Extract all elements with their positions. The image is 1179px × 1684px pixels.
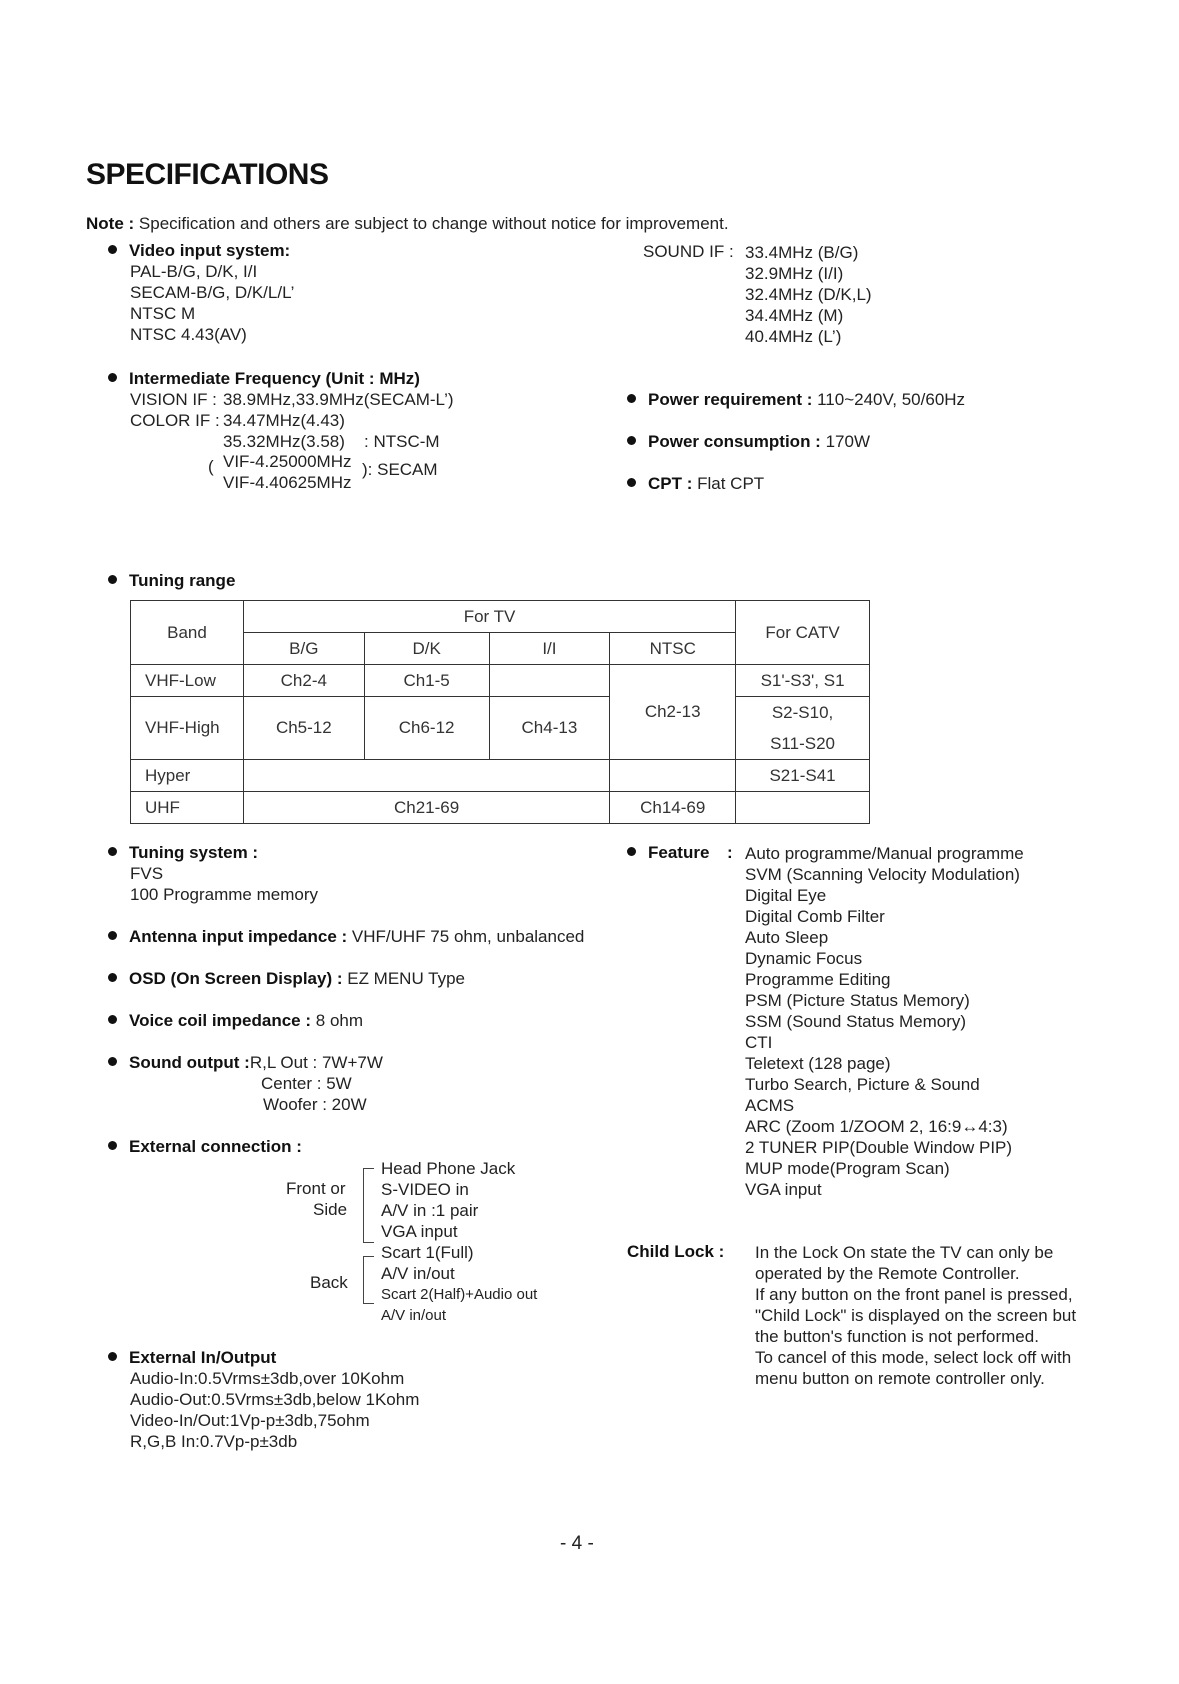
- external-io-label: External In/Output: [129, 1348, 277, 1367]
- feature-item: CTI: [745, 1033, 773, 1052]
- bullet-icon: [108, 1141, 117, 1150]
- osd-label: OSD (On Screen Display) :: [129, 969, 343, 988]
- bullet-icon: [108, 575, 117, 584]
- front-item: VGA input: [381, 1222, 458, 1241]
- back-bracket: [363, 1256, 374, 1304]
- power-consumption-value: 170W: [825, 432, 870, 451]
- sound-if-label: SOUND IF :: [643, 242, 734, 261]
- cpt: [627, 474, 764, 494]
- tuning-range-table: [130, 600, 870, 824]
- front-item: A/V in :1 pair: [381, 1201, 479, 1220]
- feature-item: Auto programme/Manual programme: [745, 844, 1024, 863]
- header-band: Band: [131, 601, 244, 665]
- feature-item: PSM (Picture Status Memory): [745, 991, 970, 1010]
- child-lock-line: If any button on the front panel is pressed,: [755, 1285, 1073, 1304]
- ntsc-if-value: 35.32MHz(3.58): [223, 432, 345, 451]
- tuning-system-line: 100 Programme memory: [130, 885, 319, 904]
- feature-colon: :: [727, 843, 733, 862]
- table-cell: Ch21-69: [243, 792, 609, 824]
- feature-item: Programme Editing: [745, 970, 891, 989]
- power-consumption-label: Power consumption :: [648, 432, 821, 451]
- bullet-icon: [108, 373, 117, 382]
- power-requirement-value: 110~240V, 50/60Hz: [817, 390, 966, 409]
- sound-output: [108, 1053, 383, 1073]
- cpt-value: Flat CPT: [697, 474, 765, 493]
- secam-vif-1: VIF-4.25000MHz: [223, 452, 352, 471]
- feature-item: VGA input: [745, 1180, 822, 1199]
- feature-item: Auto Sleep: [745, 928, 829, 947]
- note-label: Note :: [86, 214, 135, 233]
- secam-vif-2: VIF-4.40625MHz: [223, 473, 352, 492]
- child-lock-line: the button's function is not performed.: [755, 1327, 1039, 1346]
- sound-output-value: R,L Out : 7W+7W: [249, 1053, 383, 1072]
- back-item: A/V in/out: [381, 1307, 447, 1324]
- video-input-line: SECAM-B/G, D/K/L/L’: [130, 283, 295, 302]
- back-item: Scart 2(Half)+Audio out: [381, 1286, 538, 1303]
- bullet-icon: [627, 394, 636, 403]
- feature-item: ACMS: [745, 1096, 795, 1115]
- video-input-label: Video input system:: [129, 241, 291, 260]
- feature-item: Turbo Search, Picture & Sound: [745, 1075, 980, 1094]
- intermediate-freq-heading: [108, 369, 420, 389]
- bullet-icon: [108, 1015, 117, 1024]
- external-connection-heading: [108, 1137, 302, 1157]
- sound-output-center: Center : 5W: [261, 1074, 352, 1093]
- osd-value: EZ MENU Type: [347, 969, 466, 988]
- table-cell-empty: [610, 760, 736, 792]
- feature-item: Digital Comb Filter: [745, 907, 885, 926]
- table-cell: Ch2-13: [610, 665, 736, 760]
- feature-label: Feature: [648, 843, 710, 862]
- back-items: [381, 1242, 537, 1326]
- voice-coil-value: 8 ohm: [315, 1011, 364, 1030]
- child-lock-line: To cancel of this mode, select lock off with: [755, 1348, 1072, 1367]
- antenna-value: VHF/UHF 75 ohm, unbalanced: [351, 927, 585, 946]
- external-io-line: Audio-In:0.5Vrms±3db,over 10Kohm: [130, 1369, 405, 1388]
- tuning-range-heading: [108, 571, 235, 591]
- color-if-label: COLOR IF :: [130, 411, 220, 430]
- table-cell: S11-S20: [736, 728, 870, 760]
- feature-item: Digital Eye: [745, 886, 827, 905]
- front-side-label-1: Front or: [286, 1179, 346, 1198]
- video-input-line: NTSC 4.43(AV): [130, 325, 247, 344]
- external-connection-label: External connection :: [129, 1137, 302, 1156]
- band-uhf: UHF: [131, 792, 244, 824]
- vision-if-label: VISION IF :: [130, 390, 217, 409]
- external-io-line: Audio-Out:0.5Vrms±3db,below 1Kohm: [130, 1390, 420, 1409]
- header-ntsc: NTSC: [610, 633, 736, 665]
- table-cell: S2-S10,: [736, 697, 870, 729]
- sound-if-value: 33.4MHz (B/G): [745, 243, 859, 262]
- bullet-icon: [627, 847, 636, 856]
- ntsc-if-label: : NTSC-M: [364, 432, 440, 451]
- table-cell-empty: [243, 760, 609, 792]
- sound-if-value: 40.4MHz (L’): [745, 327, 842, 346]
- feature-item: ARC (Zoom 1/ZOOM 2, 16:9↔4:3): [745, 1117, 1008, 1136]
- front-items: [381, 1158, 515, 1242]
- antenna-impedance: [108, 927, 584, 947]
- bullet-icon: [627, 478, 636, 487]
- external-io-line: Video-In/Out:1Vp-p±3db,75ohm: [130, 1411, 370, 1430]
- sound-if-value: 32.9MHz (I/I): [745, 264, 844, 283]
- header-ii: I/I: [489, 633, 610, 665]
- band-vhf-low: VHF-Low: [131, 665, 244, 697]
- cpt-label: CPT :: [648, 474, 693, 493]
- external-io-line: R,G,B In:0.7Vp-p±3db: [130, 1432, 298, 1451]
- table-cell-empty: [736, 792, 870, 824]
- feature-item: 2 TUNER PIP(Double Window PIP): [745, 1138, 1013, 1157]
- table-cell: Ch5-12: [243, 697, 364, 760]
- back-item: A/V in/out: [381, 1264, 455, 1283]
- band-vhf-high: VHF-High: [131, 697, 244, 760]
- child-lock-line: "Child Lock" is displayed on the screen but: [755, 1306, 1077, 1325]
- osd: [108, 969, 465, 989]
- child-lock-line: In the Lock On state the TV can only be: [755, 1243, 1054, 1262]
- tuning-range-label: Tuning range: [129, 571, 236, 590]
- page-title: SPECIFICATIONS: [86, 158, 329, 191]
- back-item: Scart 1(Full): [381, 1243, 474, 1262]
- secam-paren: (: [208, 457, 214, 476]
- bullet-icon: [108, 931, 117, 940]
- sound-output-label: Sound output :: [129, 1053, 250, 1072]
- feature-item: Teletext (128 page): [745, 1054, 891, 1073]
- note: [86, 214, 729, 234]
- sound-output-woofer: Woofer : 20W: [263, 1095, 367, 1114]
- bullet-icon: [108, 245, 117, 254]
- sound-if-value: 32.4MHz (D/K,L): [745, 285, 872, 304]
- external-io-section: [108, 1348, 419, 1452]
- header-for-catv: For CATV: [736, 601, 870, 665]
- child-lock-line: menu button on remote controller only.: [755, 1369, 1045, 1388]
- antenna-label: Antenna input impedance :: [129, 927, 348, 946]
- video-input-line: PAL-B/G, D/K, I/I: [130, 262, 258, 281]
- video-input-line: NTSC M: [130, 304, 196, 323]
- feature-item: MUP mode(Program Scan): [745, 1159, 950, 1178]
- table-cell: Ch2-4: [243, 665, 364, 697]
- bullet-icon: [627, 436, 636, 445]
- back-label: Back: [310, 1273, 348, 1292]
- table-cell: Ch6-12: [364, 697, 489, 760]
- table-cell: Ch1-5: [364, 665, 489, 697]
- bullet-icon: [108, 1352, 117, 1361]
- sound-if-values: [745, 242, 872, 347]
- table-cell-empty: [489, 665, 610, 697]
- child-lock-text: [755, 1242, 1076, 1389]
- feature-item: Dynamic Focus: [745, 949, 863, 968]
- bullet-icon: [108, 1057, 117, 1066]
- sound-if-value: 34.4MHz (M): [745, 306, 844, 325]
- band-hyper: Hyper: [131, 760, 244, 792]
- child-lock-line: operated by the Remote Controller.: [755, 1264, 1020, 1283]
- feature-item: SVM (Scanning Velocity Modulation): [745, 865, 1020, 884]
- front-item: Head Phone Jack: [381, 1159, 516, 1178]
- page-number: - 4 -: [560, 1533, 594, 1554]
- table-cell: S21-S41: [736, 760, 870, 792]
- header-bg: B/G: [243, 633, 364, 665]
- secam-label: ): SECAM: [362, 460, 438, 479]
- voice-coil: [108, 1011, 363, 1031]
- table-cell: Ch14-69: [610, 792, 736, 824]
- header-for-tv: For TV: [243, 601, 735, 633]
- feature-heading: [627, 843, 709, 863]
- table-cell: Ch4-13: [489, 697, 610, 760]
- bullet-icon: [108, 973, 117, 982]
- tuning-system-line: FVS: [130, 864, 164, 883]
- voice-coil-label: Voice coil impedance :: [129, 1011, 312, 1030]
- power-requirement-label: Power requirement :: [648, 390, 813, 409]
- table-cell: S1'-S3', S1: [736, 665, 870, 697]
- child-lock-label: Child Lock :: [627, 1242, 725, 1261]
- tuning-system-label: Tuning system :: [129, 843, 259, 862]
- front-item: S-VIDEO in: [381, 1180, 469, 1199]
- intermediate-freq-label: Intermediate Frequency (Unit : MHz): [129, 369, 420, 388]
- vision-if-value: 38.9MHz,33.9MHz(SECAM-L’): [223, 390, 454, 409]
- power-requirement: [627, 390, 965, 410]
- feature-list: [745, 843, 1024, 1200]
- front-side-label-2: Side: [313, 1200, 348, 1219]
- color-if-value: 34.47MHz(4.43): [223, 411, 345, 430]
- feature-item: SSM (Sound Status Memory): [745, 1012, 967, 1031]
- bullet-icon: [108, 847, 117, 856]
- video-input-section: [108, 241, 294, 345]
- header-dk: D/K: [364, 633, 489, 665]
- note-text: Specification and others are subject to change without notice for improvement.: [138, 214, 729, 233]
- power-consumption: [627, 432, 870, 452]
- front-bracket: [363, 1168, 374, 1243]
- tuning-system-section: [108, 843, 318, 905]
